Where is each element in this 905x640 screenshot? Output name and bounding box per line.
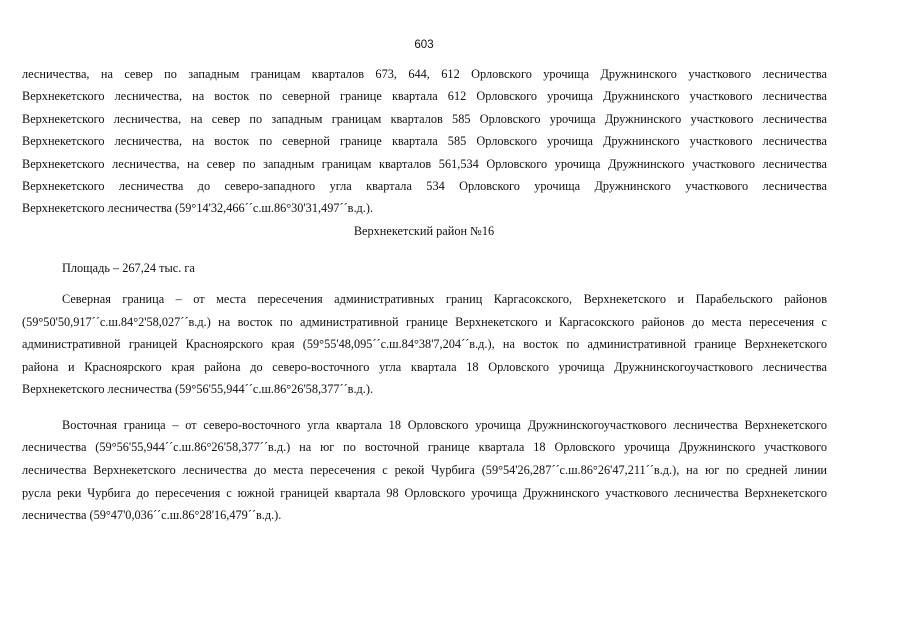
text-line: административной границей Красноярского края (59°55'48,095´´с.ш.84°38'7,204´´в.д.), на восток по административной границе Верхнекетского — [22, 337, 827, 351]
text-line: Верхнекетского лесничества, на восток по северной границе квартала 585 Орловского урочища Дружнинского участкового лесничества — [22, 134, 827, 148]
text-line: русла реки Чурбига до пересечения с южной границей квартала 98 Орловского урочища Дружнинского участкового лесничества Верхнекетского — [22, 486, 827, 500]
text-line: Верхнекетского лесничества (59°56'55,944´´с.ш.86°26'58,377´´в.д.). — [22, 382, 374, 396]
text-line: Верхнекетского лесничества до северо-западного угла квартала 534 Орловского урочища Дружнинского участкового лесничества — [22, 179, 827, 193]
text-line: Верхнекетского лесничества, на север по западным границам кварталов 561,534 Орловского урочища Дружнинского участкового лесничества — [22, 157, 827, 171]
text-line: Верхнекетского лесничества, на север по западным границам кварталов 585 Орловского урочища Дружнинского участкового лесничества — [22, 112, 827, 126]
area-line: Площадь – 267,24 тыс. га — [62, 261, 195, 275]
page-number: 603 — [414, 39, 434, 51]
text-line: (59°50'50,917´´с.ш.84°2'58,027´´в.д.) на восток по административной границе Верхнекетского и Каргасокского районов до места пересечения с — [22, 315, 827, 329]
text-line: Северная граница – от места пересечения административных границ Каргасокского, Верхнекетского и Парабельского районов — [62, 292, 827, 306]
text-line: лесничества (59°47'0,036´´с.ш.86°28'16,479´´в.д.). — [22, 508, 282, 522]
text-line: Восточная граница – от северо-восточного угла квартала 18 Орловского урочища Дружнинскогоучасткового лесничества Верхнекетского — [62, 418, 827, 432]
text-line: лесничества, на север по западным границам кварталов 673, 644, 612 Орловского урочища Дружнинского участкового лесничества — [22, 67, 827, 81]
section-heading: Верхнекетский район №16 — [353, 224, 495, 238]
text-line: Верхнекетского лесничества (59°14'32,466´´с.ш.86°30'31,497´´в.д.). — [22, 201, 374, 215]
text-line: района и Красноярского края района до северо-восточного угла квартала 18 Орловского урочища Дружнинскогоучасткового лесничества — [22, 360, 827, 374]
text-line: лесничества Верхнекетского лесничества до места пересечения с рекой Чурбига (59°54'26,287´´с.ш.86°26'47,211´´в.д.), на юг по средней линии — [22, 463, 827, 477]
text-line: Верхнекетского лесничества, на восток по северной границе квартала 612 Орловского урочища Дружнинского участкового лесничества — [22, 89, 827, 103]
text-line: лесничества (59°56'55,944´´с.ш.86°26'58,377´´в.д.) на юг по восточной границе квартала 18 Орловского урочища Дружнинского участкового — [22, 440, 827, 454]
